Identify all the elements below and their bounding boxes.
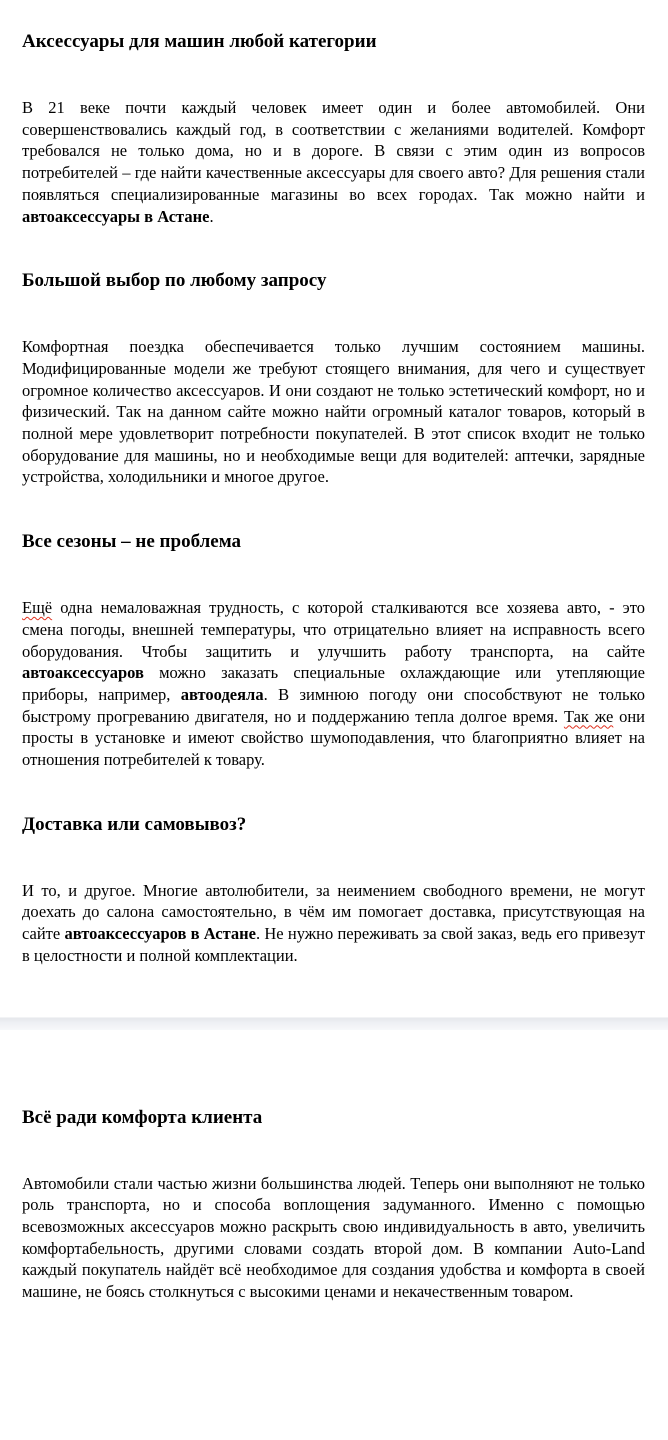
paragraph-accessories bbox=[22, 97, 645, 227]
section-comfort bbox=[22, 1106, 645, 1303]
bold-text-run: автоаксессуаров в Астане bbox=[64, 924, 257, 944]
bold-text-run: автоаксессуаров bbox=[22, 663, 144, 683]
text-run: одна немаловажная трудность, с которой сталкиваются все хозяева авто, - это смена погоды, внешней температуры, что отрицательно влияет на исправность всего оборудования. Чтобы защитить и улучшить работу транспорта, на сайте bbox=[22, 598, 645, 661]
misspelled-word: Так же bbox=[563, 706, 614, 726]
paragraph-comfort bbox=[22, 1173, 645, 1303]
text-run: Комфортная поездка обеспечивается только лучшим состоянием машины. Модифицированные модели же требуют стоящего внимания, для чего и существует огромное количество аксессуаров. И они создают не только эстетический комфорт, но и физический. Так на данном сайте можно найти огромный каталог товаров, который в полной мере удовлетворит потребности покупателей. В этот список входит не только оборудование для машины, но и необходимые вещи для водителей: аптечки, зарядные устройства, холодильники и многое другое. bbox=[22, 337, 645, 487]
text-run: можно заказать специальные охлаждающие или утепляющие приборы, например, bbox=[22, 663, 645, 704]
misspelled-word: Ещё bbox=[22, 598, 53, 618]
text-run: Автомобили стали частью жизни большинства людей. Теперь они выполняют не только роль транспорта, но и способа воплощения задуманного. Именно с помощью всевозможных аксессуаров можно раскрыть свою индивидуальность в авто, увеличить комфортабельность, другими словами создать второй дом. В компании Auto-Land каждый покупатель найдёт всё необходимое для создания удобства и комфорта в своей машине, не боясь столкнуться с высокими ценами и некачественным товаром. bbox=[22, 1173, 645, 1302]
heading-selection: Большой выбор по любому запросу bbox=[22, 270, 327, 292]
section-selection bbox=[22, 269, 645, 488]
text-run: они просты в установке и имеют свойство шумоподавления, что благоприятно влияет на отношения потребителей к товару. bbox=[22, 706, 645, 770]
paragraph-selection bbox=[22, 336, 645, 488]
text-run: . В зимнюю погоду они способствуют не только быстрому прогреванию двигателя, но и поддержанию тепла долгое время. bbox=[22, 684, 645, 726]
heading-comfort: Всё ради комфорта клиента bbox=[22, 1106, 263, 1128]
section-delivery bbox=[22, 813, 645, 967]
paragraph-seasons bbox=[22, 597, 645, 771]
text-run: В 21 веке почти каждый человек имеет один и более автомобилей. Они совершенствовались каждый год, в соответствии с желаниями водителей. Комфорт требовался не только дома, но и в дороге. В связи с этим один из вопросов потребителей – где найти качественные аксессуары для своего авто? Для решения стали появляться специализированные магазины во всех городах. Так можно найти и bbox=[22, 98, 645, 204]
section-accessories bbox=[22, 30, 645, 227]
section-seasons bbox=[22, 530, 645, 771]
text-run: . bbox=[209, 206, 214, 226]
bold-text-run: автоодеяла bbox=[180, 684, 264, 704]
heading-delivery: Доставка или самовывоз? bbox=[22, 813, 247, 835]
page-break-divider bbox=[0, 1017, 668, 1030]
bold-text-run: автоаксессуары в Астане bbox=[22, 206, 210, 226]
text-run: И то, и другое. Многие автолюбители, за неимением свободного времени, не могут доехать до салона самостоятельно, в чём им помогает доставка, присутствующая на сайте bbox=[22, 880, 645, 944]
heading-accessories: Аксессуары для машин любой категории bbox=[22, 31, 377, 52]
text-run: . Не нужно переживать за свой заказ, ведь его привезут в целостности и полной комплектации. bbox=[22, 924, 646, 965]
heading-seasons: Все сезоны – не проблема bbox=[22, 531, 242, 553]
paragraph-delivery bbox=[22, 880, 645, 967]
